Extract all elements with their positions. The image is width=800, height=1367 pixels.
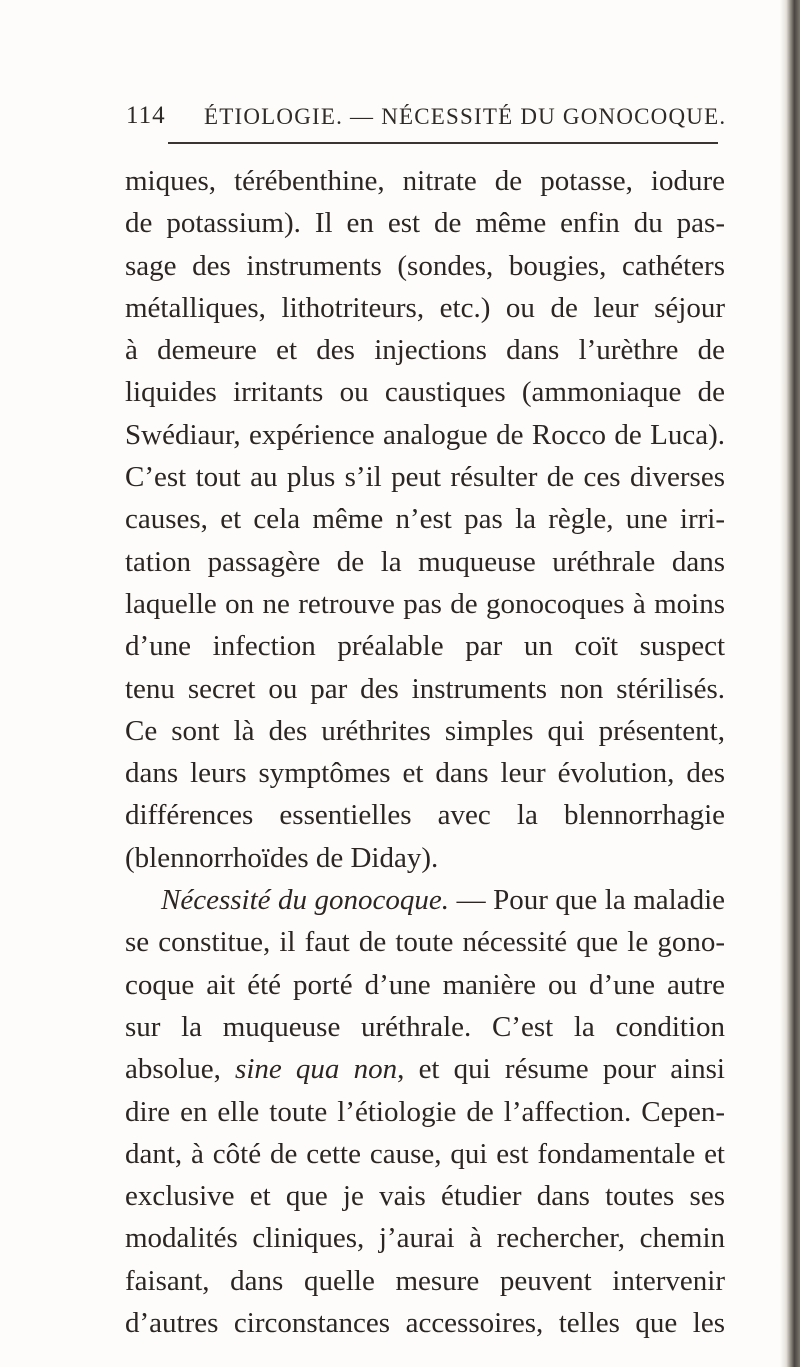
- paragraph-heading-line: [125, 879, 725, 921]
- text-line: dire en elle toute l’étiologie de l’affection. Cepen-: [125, 1095, 725, 1128]
- text-line: tation passagère de la muqueuse uréthrale dans: [125, 545, 725, 578]
- text-line: sur la muqueuse uréthrale. C’est la condition: [125, 1010, 725, 1043]
- text-fragment: , et qui résume pour ainsi: [397, 1053, 725, 1086]
- running-head: ÉTIOLOGIE. — NÉCESSITÉ DU GONOCOQUE.: [204, 104, 727, 129]
- paragraph-heading: Nécessité du gonocoque.: [161, 884, 450, 917]
- page-binding-edge: [786, 0, 800, 1367]
- text-line: faisant, dans quelle mesure peuvent intervenir: [125, 1264, 725, 1297]
- text-line: différences essentielles avec la blennorrhagie: [125, 799, 725, 832]
- text-line: sage des instruments (sondes, bougies, cathéters: [125, 249, 725, 282]
- page-number: 114: [126, 102, 166, 129]
- latin-phrase: sine qua non: [235, 1053, 398, 1086]
- text-line: modalités cliniques, j’aurai à rechercher, chemin: [125, 1222, 725, 1255]
- text-line: (blennorrhoïdes de Diday).: [125, 841, 439, 874]
- text-line: coque ait été porté d’une manière ou d’une autre: [125, 968, 725, 1001]
- text-line: Ce sont là des uréthrites simples qui présentent,: [125, 714, 725, 747]
- header-rule: [168, 142, 718, 144]
- text-line: dant, à côté de cette cause, qui est fondamentale et: [125, 1137, 725, 1170]
- text-line: dans leurs symptômes et dans leur évolution, des: [125, 757, 725, 790]
- page-header: [126, 102, 727, 142]
- text-line: liquides irritants ou caustiques (ammoniaque de: [125, 376, 725, 409]
- text-fragment: — Pour que la maladie: [449, 884, 725, 917]
- body-text: [125, 160, 725, 1344]
- text-line: d’une infection préalable par un coït suspect: [125, 630, 725, 663]
- text-line: se constitue, il faut de toute nécessité que le gono-: [125, 926, 725, 959]
- text-line: causes, et cela même n’est pas la règle, une irri-: [125, 503, 725, 536]
- text-line: laquelle on ne retrouve pas de gonocoques à moins: [125, 587, 725, 620]
- text-fragment: absolue,: [125, 1053, 236, 1086]
- text-line: tenu secret ou par des instruments non stérilisés.: [125, 672, 725, 705]
- text-line: d’autres circonstances accessoires, telles que les: [125, 1307, 725, 1340]
- text-line: à demeure et des injections dans l’urèthre de: [125, 334, 725, 367]
- text-line: Swédiaur, expérience analogue de Rocco de Luca).: [125, 418, 725, 451]
- text-line: exclusive et que je vais étudier dans toutes ses: [125, 1180, 725, 1213]
- text-line: de potassium). Il en est de même enfin du pas-: [125, 207, 725, 240]
- text-line-latin: [125, 1048, 725, 1090]
- text-line: C’est tout au plus s’il peut résulter de ces diverses: [125, 461, 725, 494]
- text-line: métalliques, lithotriteurs, etc.) ou de leur séjour: [125, 291, 725, 324]
- text-line: miques, térébenthine, nitrate de potasse, iodure: [125, 165, 725, 197]
